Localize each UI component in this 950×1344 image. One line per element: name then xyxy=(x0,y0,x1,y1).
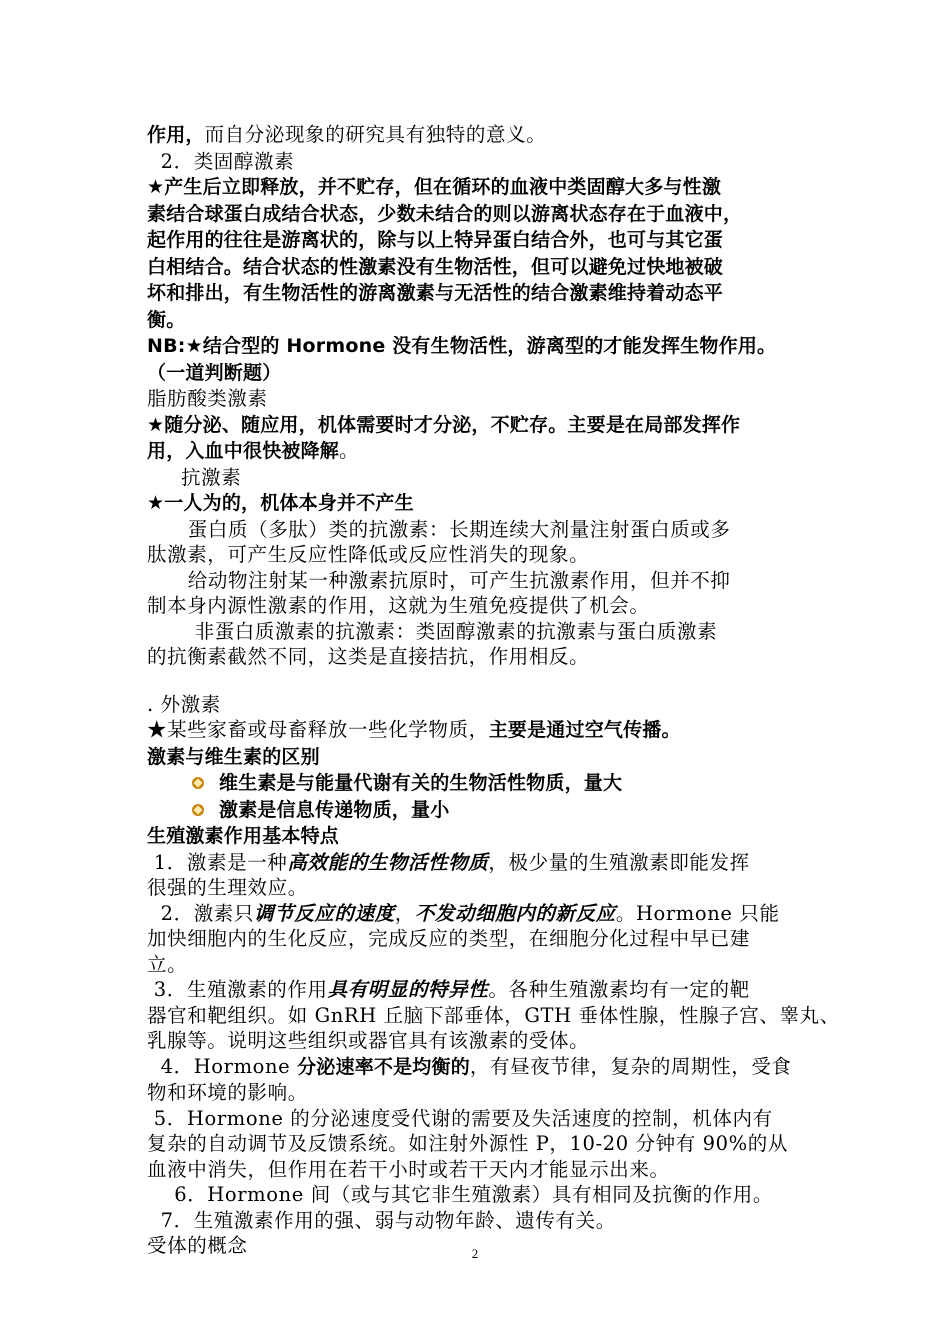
text-line xyxy=(147,1106,815,1132)
text-line xyxy=(147,901,815,927)
text-line xyxy=(147,227,815,254)
text-line xyxy=(147,490,815,517)
line-text xyxy=(147,693,221,716)
plain-text: 。各种生殖激素均有一定的靶 xyxy=(488,978,750,1001)
line-text xyxy=(147,745,320,768)
line-text xyxy=(147,1107,773,1130)
bullet-list-item xyxy=(147,770,815,797)
text-line xyxy=(147,438,815,465)
text-line xyxy=(147,717,815,744)
bold-text: 衡。 xyxy=(147,308,186,331)
line-text xyxy=(147,978,750,1001)
plain-text: 7．生殖激素作用的强、弱与动物年龄、遗传有关。 xyxy=(147,1208,616,1232)
plain-text: 乳腺等。说明这些组织或器官具有该激素的受体。 xyxy=(147,1029,590,1052)
line-text xyxy=(147,927,750,950)
line-text xyxy=(219,770,622,797)
line-text xyxy=(147,334,776,357)
line-text xyxy=(147,466,241,489)
plain-text: 4．Hormone xyxy=(147,1054,298,1078)
line-text xyxy=(147,543,589,566)
plain-text: 器官和靶组织。如 GnRH 丘脑下部垂体，GTH 垂体性腺，性腺子宫、睾丸、 xyxy=(147,1003,840,1027)
plain-text: 很强的生理效应。 xyxy=(147,876,308,899)
diamond-bullet-icon xyxy=(191,803,205,817)
plain-text: ，有昼夜节律，复杂的周期性，受食 xyxy=(469,1054,792,1078)
text-line xyxy=(147,875,815,901)
diamond-bullet-icon xyxy=(191,776,205,790)
line-text xyxy=(147,953,187,976)
bold-text: 分泌速率不是均衡的 xyxy=(297,1055,470,1078)
line-text xyxy=(147,594,650,617)
plain-text: ★某些家畜或母畜释放一些化学物质， xyxy=(147,718,489,741)
plain-text: 。 xyxy=(339,439,360,462)
plain-text: 复杂的自动调节及反馈系统。如注射外源性 P，10-20 分钟有 90%的从 xyxy=(147,1132,788,1155)
text-line xyxy=(147,568,815,594)
line-text xyxy=(147,1004,840,1027)
text-line xyxy=(147,174,815,201)
plain-text: 3．生殖激素的作用 xyxy=(147,978,328,1001)
plain-text: 血液中消失，但作用在若干小时或若干天内才能显示出来。 xyxy=(147,1157,670,1181)
emphasis-text: 具有明显的特异性 xyxy=(327,978,489,1001)
line-text xyxy=(147,518,731,541)
bold-text: NB:★结合型的 Hormone 没有生物活性，游离型的才能发挥生物作用。 xyxy=(147,335,777,357)
text-line xyxy=(147,465,815,491)
text-line xyxy=(147,1131,815,1157)
bold-text: 激素与维生素的区别 xyxy=(147,745,320,768)
plain-text: 非蛋白质激素的抗激素：类固醇激素的抗激素与蛋白质激素 xyxy=(147,619,718,643)
bold-text: 维生素是与能量代谢有关的生物活性物质，量大 xyxy=(219,772,623,794)
line-text xyxy=(147,851,750,874)
line-text xyxy=(147,281,723,304)
line-text xyxy=(147,361,281,384)
plain-text: 1．激素是一种 xyxy=(147,850,288,874)
line-text xyxy=(147,308,185,331)
text-line xyxy=(147,977,815,1003)
text-line xyxy=(147,823,815,850)
plain-text: 。Hormone 只能 xyxy=(615,901,780,925)
text-line xyxy=(147,619,815,645)
plain-text: 物和环境的影响。 xyxy=(147,1081,308,1104)
text-line xyxy=(147,850,815,876)
text-line xyxy=(147,952,815,978)
bold-text: （一道判断题） xyxy=(147,361,282,384)
text-line xyxy=(147,593,815,619)
text-line xyxy=(147,254,815,281)
document-page-body xyxy=(147,122,840,1259)
blank-line xyxy=(147,670,815,692)
bold-text: 白相结合。结合状态的性激素没有生物活性，但可以避免过快地被破 xyxy=(147,255,724,278)
line-text xyxy=(147,175,721,198)
text-line xyxy=(147,307,815,334)
text-line xyxy=(147,122,815,149)
text-line xyxy=(147,542,815,568)
bold-text: ★一人为的，机体本身并不产生 xyxy=(147,492,414,514)
line-text xyxy=(147,824,339,847)
plain-text: 制本身内源性激素的作用，这就为生殖免疫提供了机会。 xyxy=(147,594,650,617)
bold-text: 起作用的往往是游离状的，除与以上特异蛋白结合外，也可与其它蛋 xyxy=(147,229,724,251)
plain-text: 2．类固醇激素 xyxy=(147,149,295,173)
text-line xyxy=(147,1028,815,1054)
bold-text: 用，入血中很快被降解 xyxy=(147,440,340,462)
plain-text: 而自分泌现象的研究具有独特的意义。 xyxy=(204,123,547,146)
line-text xyxy=(147,620,717,643)
bold-text: 素结合球蛋白成结合状态，少数未结合的则以游离状态存在于血液中， xyxy=(147,202,743,225)
line-text xyxy=(147,1029,589,1052)
text-line xyxy=(147,201,815,228)
text-line xyxy=(147,517,815,543)
line-text xyxy=(147,1209,616,1232)
text-line xyxy=(147,644,815,670)
plain-text: 6．Hormone 间（或与其它非生殖激素）具有相同及抗衡的作用。 xyxy=(147,1183,773,1206)
line-text xyxy=(147,902,780,925)
text-line xyxy=(147,692,815,718)
text-line xyxy=(147,280,815,307)
line-text xyxy=(147,1183,773,1206)
line-text xyxy=(147,1158,670,1181)
bold-text: 主要是通过空气传播。 xyxy=(488,719,681,741)
plain-text: 肽激素，可产生反应性降低或反应性消失的现象。 xyxy=(147,543,590,566)
plain-text: 立。 xyxy=(147,952,188,976)
text-line xyxy=(147,333,815,360)
plain-text: 的抗衡素截然不同，这类是直接拮抗，作用相反。 xyxy=(147,645,590,668)
line-text xyxy=(219,797,449,824)
line-text xyxy=(147,1055,792,1078)
text-line xyxy=(147,149,815,175)
plain-text: . 外激素 xyxy=(147,692,221,716)
line-text xyxy=(147,150,294,173)
plain-text: 5．Hormone 的分泌速度受代谢的需要及失活速度的控制，机体内有 xyxy=(147,1106,773,1130)
line-text xyxy=(147,876,308,899)
text-line xyxy=(147,412,815,439)
text-line xyxy=(147,386,815,412)
line-text xyxy=(147,228,723,251)
plain-text: ， xyxy=(394,901,415,925)
line-text xyxy=(147,1132,788,1155)
line-text xyxy=(147,569,731,592)
line-text xyxy=(147,413,740,436)
line-text xyxy=(147,255,723,278)
text-line xyxy=(147,1054,815,1081)
text-line xyxy=(147,1003,840,1029)
plain-text: 2．激素只 xyxy=(147,901,255,925)
bold-text: 作用， xyxy=(147,124,205,146)
plain-text: 抗激素 xyxy=(147,465,242,489)
text-line xyxy=(147,1182,815,1208)
plain-text: 受体的概念 xyxy=(147,1234,248,1257)
plain-text: 加快细胞内的生化反应，完成反应的类型，在细胞分化过程中早已建 xyxy=(147,927,751,950)
bold-text: 坏和排出，有生物活性的游离激素与无活性的结合激素维持着动态平 xyxy=(147,282,724,304)
plain-text: ，极少量的生殖激素即能发挥 xyxy=(488,850,750,874)
bold-text: 生殖激素作用基本特点 xyxy=(147,825,340,847)
emphasis-text: 调节反应的速度 xyxy=(254,901,395,925)
line-text xyxy=(147,123,546,146)
bold-text: ★产生后立即释放，并不贮存，但在循环的血液中类固醇大多与性激 xyxy=(147,176,722,198)
line-text xyxy=(147,718,681,741)
plain-text: 给动物注射某一种激素抗原时，可产生抗激素作用，但并不抑 xyxy=(147,568,731,592)
plain-text: 蛋白质（多肽）类的抗激素：长期连续大剂量注射蛋白质或多 xyxy=(147,517,731,541)
text-line xyxy=(147,1080,815,1106)
line-text xyxy=(147,491,414,514)
text-line xyxy=(147,1208,815,1234)
bold-text: 激素是信息传递物质，量小 xyxy=(219,798,450,821)
text-line xyxy=(147,360,815,387)
text-line xyxy=(147,744,815,771)
line-text xyxy=(147,645,589,668)
plain-text: 脂肪酸类激素 xyxy=(147,387,268,410)
text-line xyxy=(147,1157,815,1183)
line-text xyxy=(147,439,359,462)
line-text xyxy=(147,1081,308,1104)
page-number: 2 xyxy=(471,1246,479,1261)
emphasis-text: 高效能的生物活性物质 xyxy=(287,850,489,874)
line-text xyxy=(147,387,268,410)
bold-text: ★随分泌、随应用，机体需要时才分泌，不贮存。主要是在局部发挥作 xyxy=(147,413,741,436)
emphasis-text: 不发动细胞内的新反应 xyxy=(414,901,616,925)
bullet-list-item xyxy=(147,797,815,824)
text-line xyxy=(147,926,815,952)
line-text xyxy=(147,202,742,225)
